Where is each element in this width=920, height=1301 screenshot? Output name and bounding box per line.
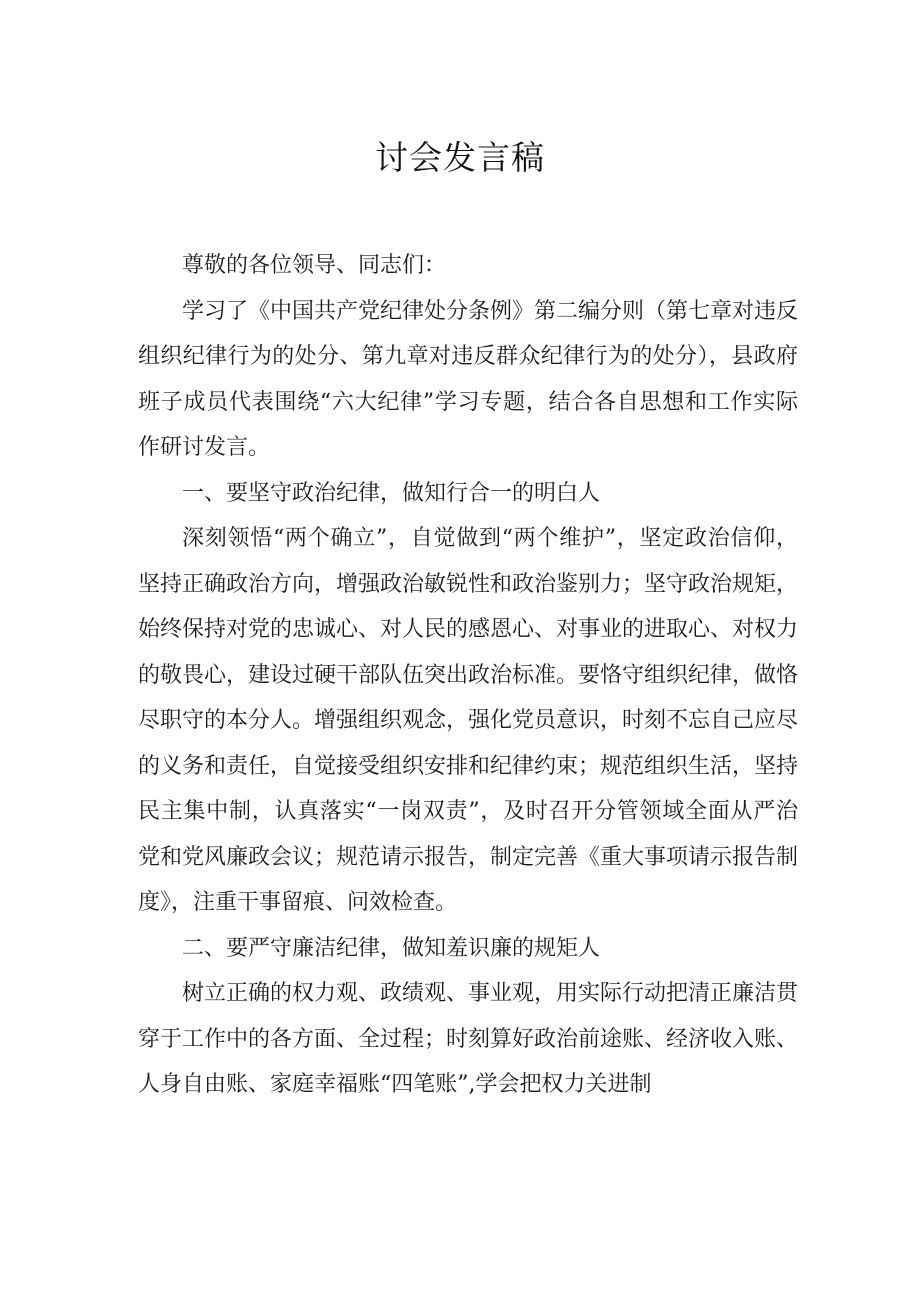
- salutation: 尊敬的各位领导、同志们：: [182, 253, 447, 278]
- section-heading-2: 二、要严守廉洁纪律，做知羞识廉的规矩人: [182, 935, 601, 961]
- paragraph-political-discipline: 深刻领悟“两个确立”，自觉做到“两个维护”，坚定政治信仰，坚持正确政治方向，增强政治敏锐性和政治鉴别力；坚守政治规矩，始终保持对党的忠诚心、对人民的感恩心、对事业的进取心、对权力的敬畏心，建设过硬干部队伍突出政治标准。要恪守组织纪律，做恪尽职守的本分人。增强组织观念，强化党员意识，时刻不忘自己应尽的义务和责任，自觉接受组织安排和纪律约束；规范组织生活，坚持民主集中制，认真落实“一岗双责”，及时召开分管领域全面从严治党和党风廉政会议；规范请示报告，制定完善《重大事项请示报告制度》，注重干事留痕、问效检查。: [138, 526, 799, 915]
- document-title: 讨会发言稿: [375, 138, 545, 177]
- document-body: [138, 243, 798, 1108]
- paragraph-intro: 学习了《中国共产党纪律处分条例》第二编分则（第七章对违反组织纪律行为的处分、第九章对违反群众纪律行为的处分），县政府班子成员代表围绕“六大纪律”学习专题，结合各自思想和工作实际作研讨发言。: [138, 298, 799, 460]
- paragraph-integrity-discipline: 树立正确的权力观、政绩观、事业观，用实际行动把清正廉洁贯穿于工作中的各方面、全过程；时刻算好政治前途账、经济收入账、人身自由账、家庭幸福账“四笔账”,学会把权力关进制: [138, 981, 799, 1097]
- section-heading-1: 一、要坚守政治纪律，做知行合一的明白人: [182, 480, 601, 506]
